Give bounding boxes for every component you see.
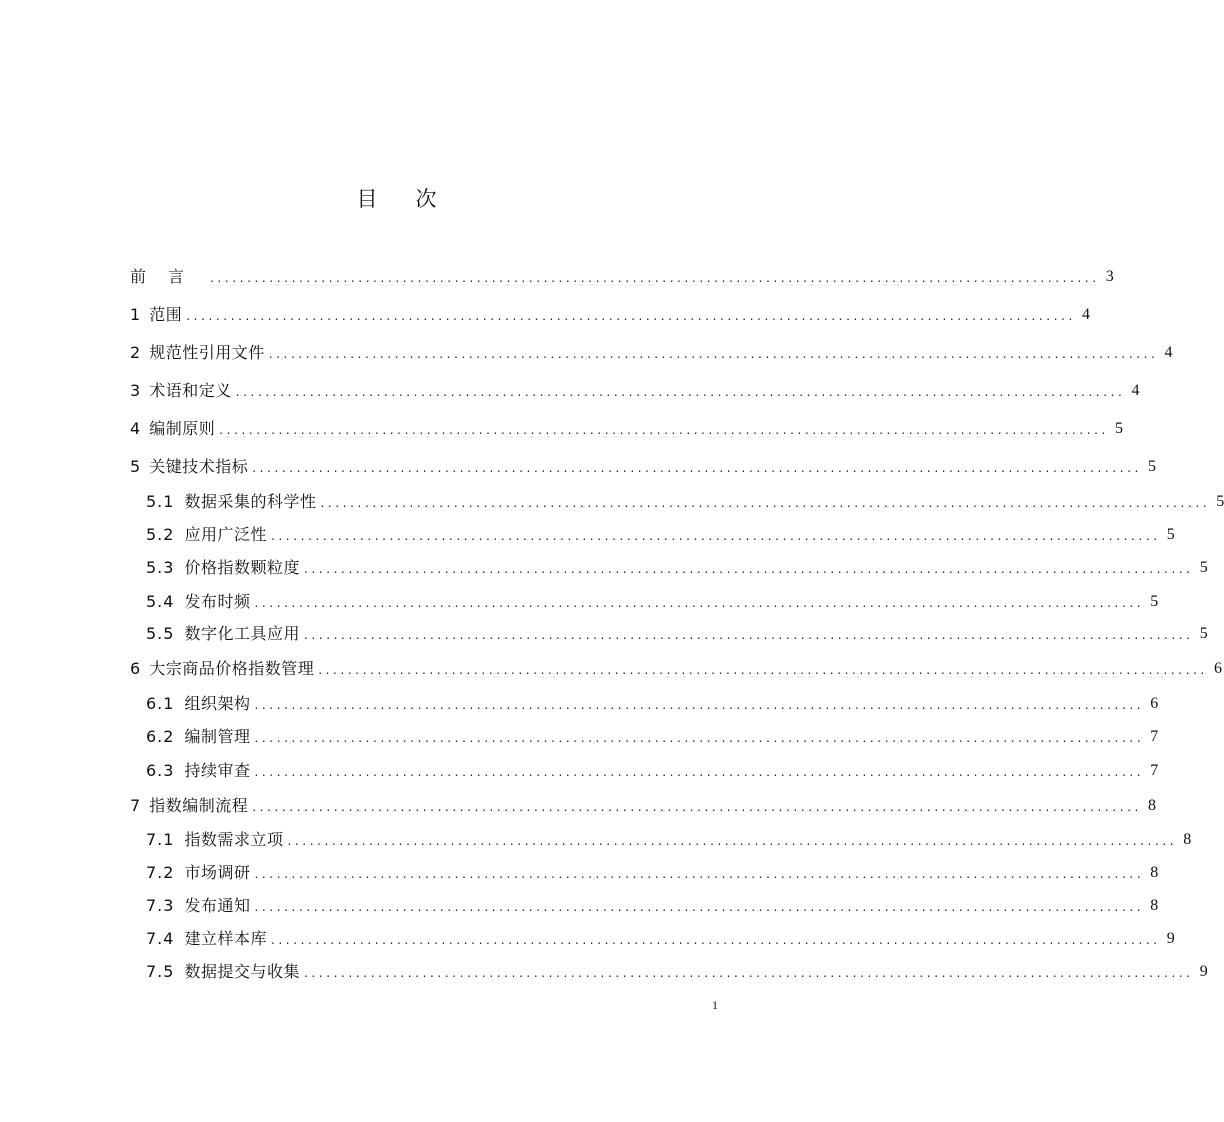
toc-entry-number: 6.3 [146, 761, 175, 780]
toc-dot-leader: ........................................................................................................................ [254, 596, 1145, 610]
toc-entry[interactable] [146, 758, 1159, 782]
toc-entry-page: 5 [1147, 458, 1156, 475]
toc-entry-label: 范围 [149, 305, 183, 324]
toc-entry[interactable] [130, 378, 1140, 402]
toc-entry-page: 8 [1147, 797, 1156, 814]
toc-entry-number: 7.4 [146, 929, 175, 948]
toc-entry[interactable] [130, 793, 1156, 817]
toc-entry-label: 发布通知 [184, 896, 251, 915]
toc-entry-page: 5 [1150, 593, 1159, 610]
toc-entry-number: 7.1 [146, 830, 175, 849]
toc-entry-number: 6 [130, 659, 142, 678]
toc-entry-label: 大宗商品价格指数管理 [149, 659, 315, 678]
toc-entry[interactable] [146, 489, 1224, 513]
toc-dot-leader: ........................................................................................................................ [186, 309, 1076, 323]
toc-entry[interactable] [130, 416, 1123, 440]
toc-entry[interactable] [146, 555, 1208, 579]
toc-entry[interactable] [146, 959, 1208, 983]
toc-entry-label: 前言 [130, 267, 207, 286]
toc-entry-page: 8 [1150, 897, 1159, 914]
toc-dot-leader: ........................................................................................................................ [252, 800, 1142, 814]
toc-dot-leader: ........................................................................................................................ [254, 765, 1145, 779]
toc-entry-page: 9 [1166, 930, 1175, 947]
toc-dot-leader: ........................................................................................................................ [303, 966, 1194, 980]
toc-entry-number: 2 [130, 343, 142, 362]
toc-entry[interactable] [130, 454, 1156, 478]
toc-entry-page: 7 [1150, 728, 1159, 745]
toc-entry-label: 数据提交与收集 [184, 962, 300, 981]
toc-dot-leader: ........................................................................................................................ [270, 933, 1161, 947]
toc-entry-number: 7 [130, 796, 142, 815]
toc-entry-page: 6 [1213, 660, 1222, 677]
toc-dot-leader: ........................................................................................................................ [210, 271, 1100, 285]
toc-entry-label: 组织架构 [184, 694, 251, 713]
toc-entry-page: 4 [1164, 344, 1173, 361]
toc-entry[interactable] [130, 340, 1173, 364]
toc-entry-number: 5.5 [146, 624, 175, 643]
toc-entry-label: 数据采集的科学性 [184, 492, 317, 511]
toc-entry-label: 编制原则 [149, 419, 216, 438]
toc-entry[interactable] [146, 522, 1175, 546]
toc-entry-number: 7.5 [146, 962, 175, 981]
toc-entry[interactable] [146, 691, 1159, 715]
toc-entry-page: 4 [1081, 306, 1090, 323]
toc-entry-number: 3 [130, 381, 142, 400]
toc-entry[interactable] [146, 724, 1159, 748]
toc-entry[interactable] [146, 827, 1192, 851]
toc-entry-number: 5.4 [146, 592, 175, 611]
toc-dot-leader: ........................................................................................................................ [287, 834, 1178, 848]
toc-entry-number: 1 [130, 305, 142, 324]
toc-entry-label: 建立样本库 [184, 929, 267, 948]
toc-entry[interactable] [146, 926, 1175, 950]
toc-entry[interactable] [130, 302, 1090, 326]
toc-entry-label: 指数编制流程 [149, 796, 249, 815]
toc-dot-leader: ........................................................................................................................ [318, 663, 1208, 677]
toc-dot-leader: ........................................................................................................................ [268, 347, 1159, 361]
toc-entry-number: 7.3 [146, 896, 175, 915]
page-number: 1 [712, 998, 718, 1012]
toc-entry-number: 5.3 [146, 558, 175, 577]
toc-entry-page: 5 [1199, 625, 1208, 642]
toc-entry-page: 5 [1114, 420, 1123, 437]
toc-entry-label: 关键技术指标 [149, 457, 249, 476]
toc-entry-page: 7 [1150, 762, 1159, 779]
toc-entry-number: 5.2 [146, 525, 175, 544]
toc-entry-page: 8 [1150, 864, 1159, 881]
toc-entry-page: 8 [1183, 831, 1192, 848]
toc-entry-label: 规范性引用文件 [149, 343, 265, 362]
toc-entry-page: 5 [1216, 493, 1224, 510]
toc-entry-page: 5 [1199, 559, 1208, 576]
toc-entry-label: 市场调研 [184, 863, 251, 882]
toc-entry-label: 持续审查 [184, 761, 251, 780]
toc-entry-label: 价格指数颗粒度 [184, 558, 300, 577]
toc-dot-leader: ........................................................................................................................ [303, 628, 1194, 642]
toc-entry-label: 数字化工具应用 [184, 624, 300, 643]
toc-entry[interactable] [130, 656, 1222, 680]
toc-dot-leader: ........................................................................................................................ [252, 461, 1142, 475]
toc-entry-label: 指数需求立项 [184, 830, 284, 849]
toc-entry-page: 4 [1131, 382, 1140, 399]
toc-entry-page: 9 [1199, 963, 1208, 980]
toc-entry-page: 3 [1105, 268, 1114, 285]
toc-entry-number: 5 [130, 457, 142, 476]
toc-entry-page: 5 [1166, 526, 1175, 543]
toc-dot-leader: ........................................................................................................................ [254, 867, 1145, 881]
toc-entry[interactable] [146, 860, 1159, 884]
toc-entry[interactable] [146, 893, 1159, 917]
toc-entry-label: 发布时频 [184, 592, 251, 611]
toc-dot-leader: ........................................................................................................................ [270, 529, 1161, 543]
toc-dot-leader: ........................................................................................................................ [254, 698, 1145, 712]
toc-entry-label: 编制管理 [184, 727, 251, 746]
toc-dot-leader: ........................................................................................................................ [219, 423, 1109, 437]
toc-entry[interactable] [146, 621, 1208, 645]
toc-entry-number: 7.2 [146, 863, 175, 882]
toc-entry-number: 5.1 [146, 492, 175, 511]
toc-title: 目次 [356, 187, 475, 211]
toc-entry-page: 6 [1150, 695, 1159, 712]
toc-entry-number: 6.1 [146, 694, 175, 713]
toc-entry[interactable] [146, 589, 1159, 613]
toc-entry-number: 6.2 [146, 727, 175, 746]
toc-entry[interactable] [130, 264, 1114, 288]
toc-entry-number: 4 [130, 419, 142, 438]
toc-entry-label: 应用广泛性 [184, 525, 267, 544]
toc-dot-leader: ........................................................................................................................ [254, 731, 1145, 745]
toc-dot-leader: ........................................................................................................................ [320, 496, 1211, 510]
toc-dot-leader: ........................................................................................................................ [235, 385, 1126, 399]
toc-dot-leader: ........................................................................................................................ [254, 900, 1145, 914]
toc-dot-leader: ........................................................................................................................ [303, 562, 1194, 576]
toc-entry-label: 术语和定义 [149, 381, 232, 400]
